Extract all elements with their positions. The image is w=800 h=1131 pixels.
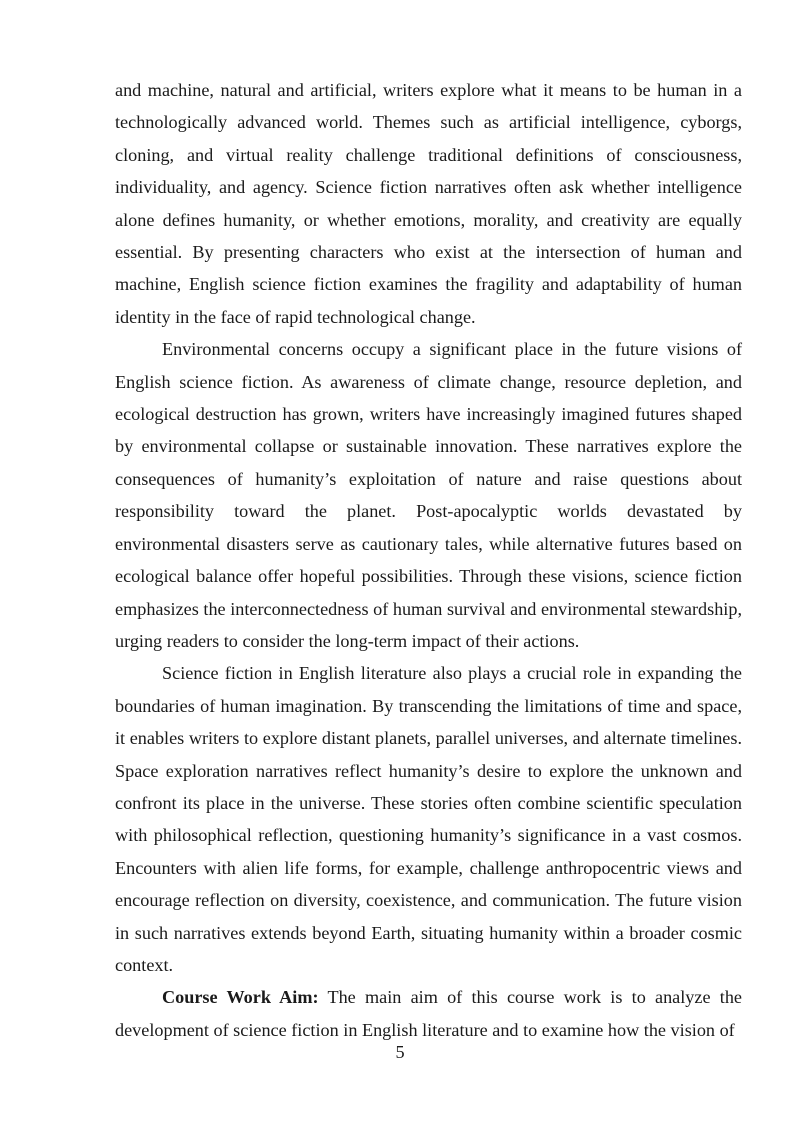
paragraph-course-work-aim (115, 981, 742, 1046)
paragraph-environmental-concerns (115, 333, 742, 657)
body-text (115, 74, 742, 1046)
paragraph-lead-heading: Course Work Aim: (162, 987, 319, 1008)
paragraph-text: Environmental concerns occupy a significant place in the future visions of English science fiction. As awareness of climate change, resource depletion, and ecological destruction has grown, writers have increasingly imagined futures shaped by environmental collapse or sustainable innovation. These narratives explore the consequences of humanity’s exploitation of nature and raise questions about responsibility toward the planet. Post-apocalyptic worlds devastated by environmental disasters serve as cautionary tales, while alternative futures based on ecological balance offer hopeful possibilities. Through these visions, science fiction emphasizes the interconnectedness of human survival and environmental stewardship, urging readers to consider the long-term impact of their actions. (115, 339, 742, 651)
paragraph-text: Science fiction in English literature also plays a crucial role in expanding the boundaries of human imagination. By transcending the limitations of time and space, it enables writers to explore distant planets, parallel universes, and alternate timelines. Space exploration narratives reflect humanity’s desire to explore the unknown and confront its place in the universe. These stories often combine scientific speculation with philosophical reflection, questioning humanity’s significance in a vast cosmos. Encounters with alien life forms, for example, challenge anthropocentric views and encourage reflection on diversity, coexistence, and communication. The future vision in such narratives extends beyond Earth, situating humanity within a broader cosmic context. (115, 663, 742, 975)
paragraph-human-imagination (115, 657, 742, 981)
paragraph-text: and machine, natural and artificial, writers explore what it means to be human in a technologically advanced world. Themes such as artificial intelligence, cyborgs, cloning, and virtual reality challenge traditional definitions of consciousness, individuality, and agency. Science fiction narratives often ask whether intelligence alone defines humanity, or whether emotions, morality, and creativity are equally essential. By presenting characters who exist at the intersection of human and machine, English science fiction examines the fragility and adaptability of human identity in the face of rapid technological change. (115, 80, 742, 327)
page-number: 5 (395, 1042, 405, 1062)
paragraph-text: The main aim of this course work is to analyze the development of science fiction in English literature and to examine how the vision of (115, 987, 743, 1040)
paragraph-continuation (115, 74, 742, 333)
